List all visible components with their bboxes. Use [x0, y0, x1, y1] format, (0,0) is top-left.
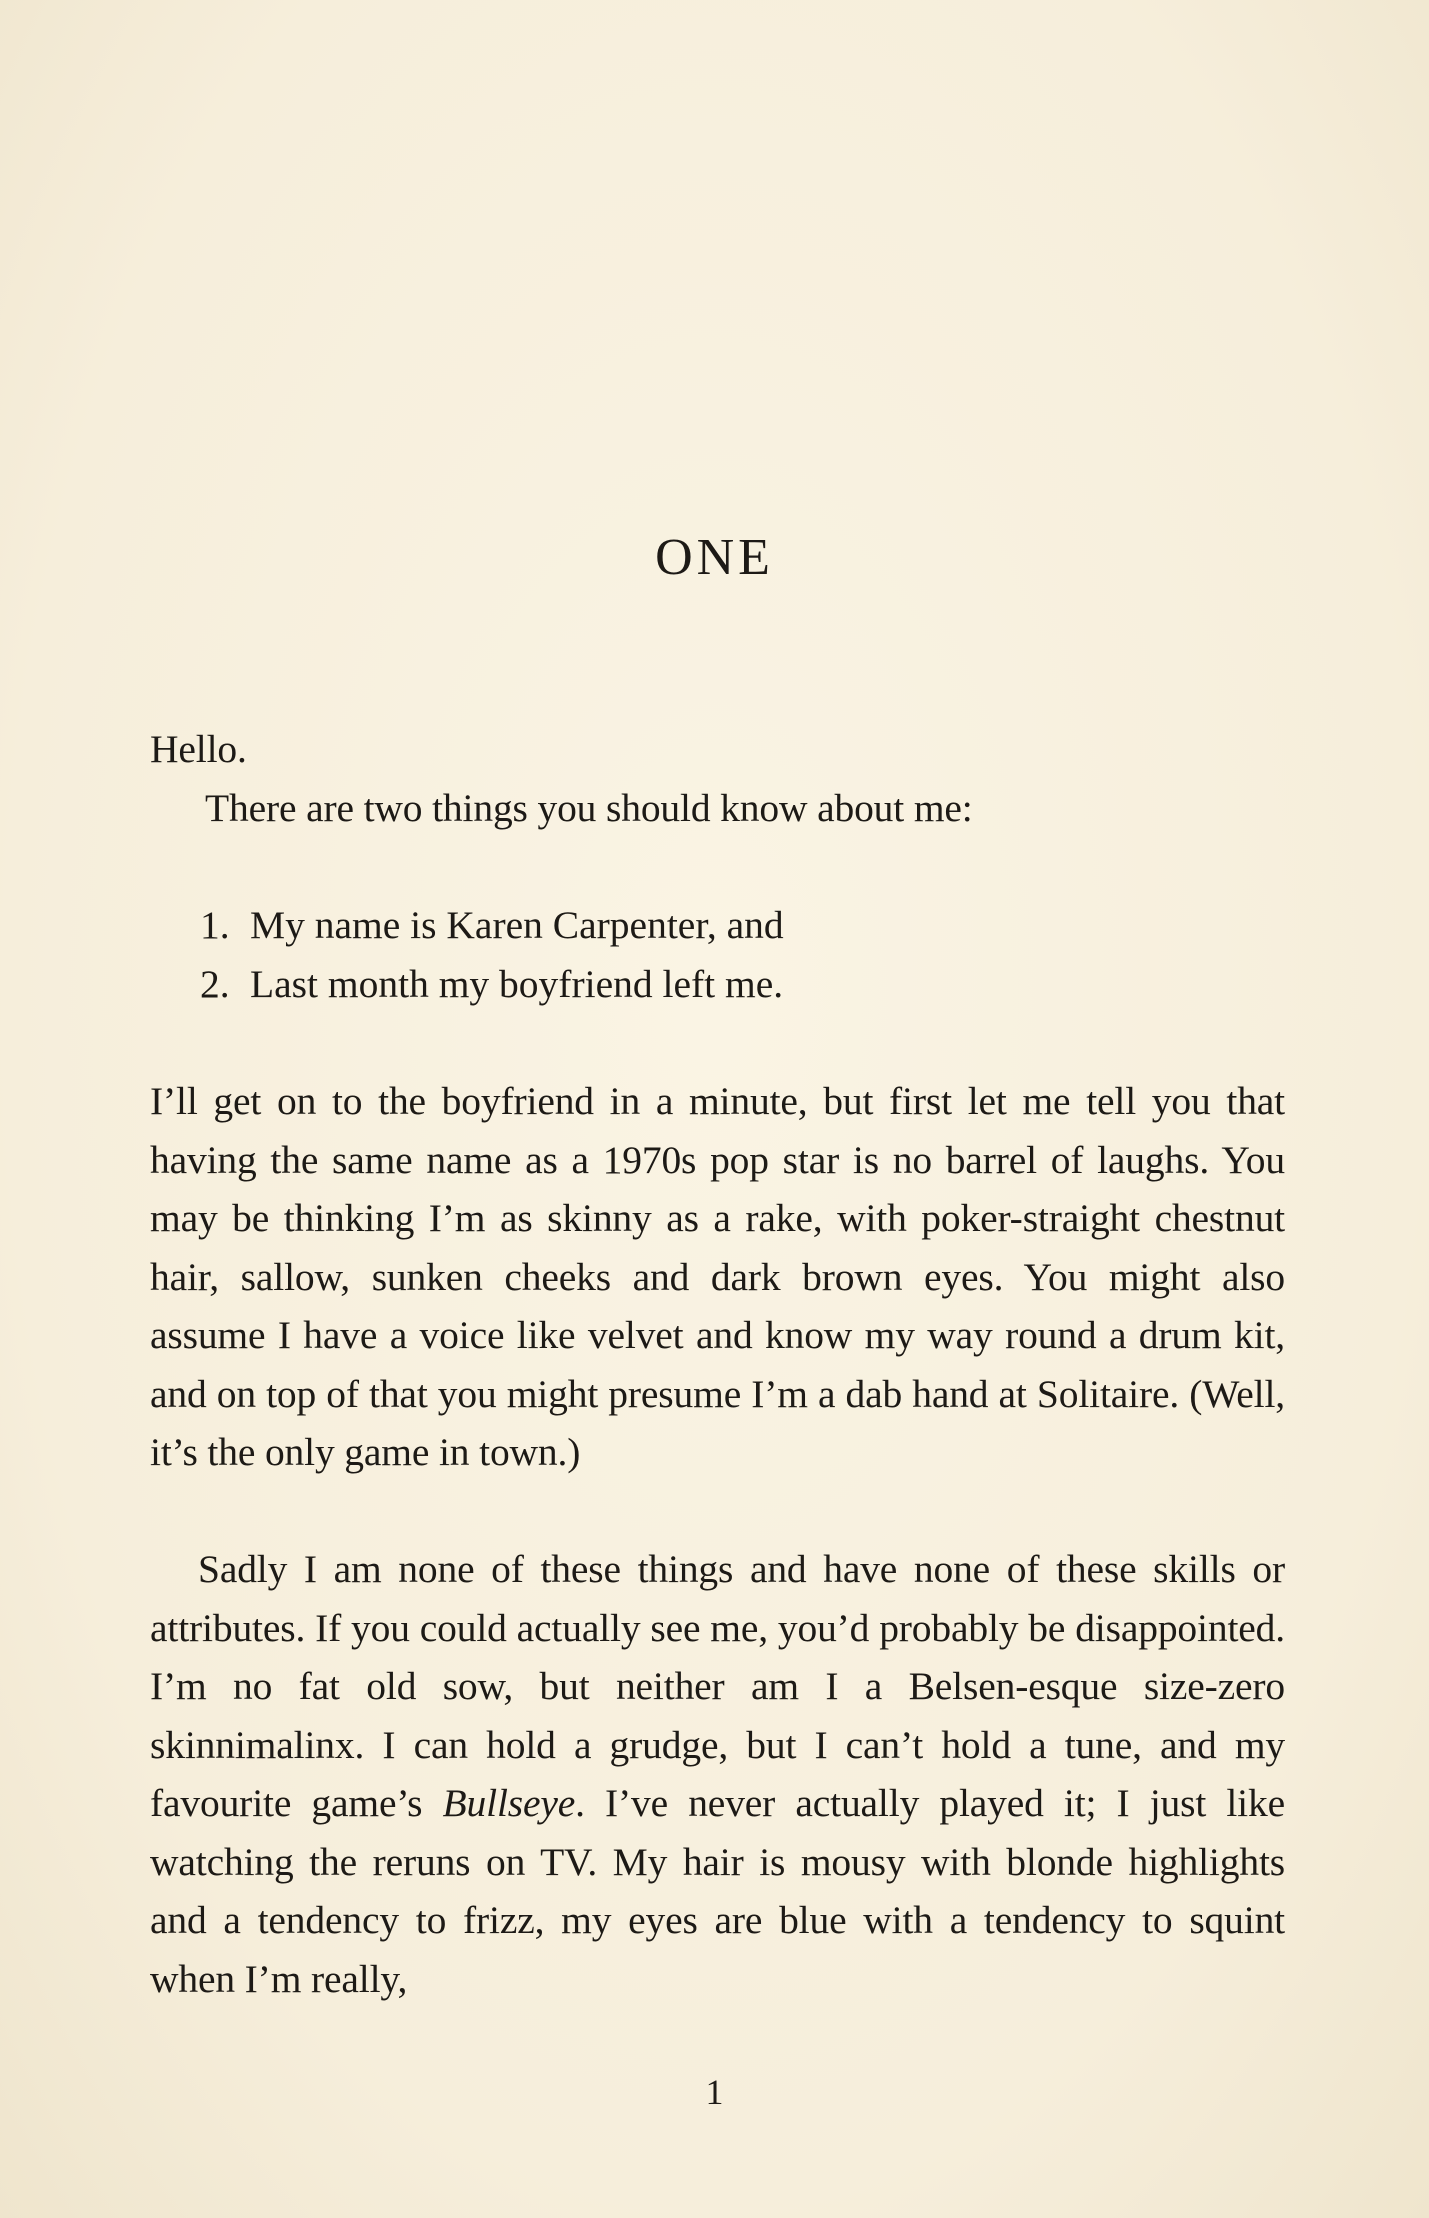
list-text: My name is Karen Carpenter, and [250, 903, 784, 947]
facts-list [200, 896, 784, 1013]
intro-line: There are two things you should know about me: [205, 786, 973, 830]
salutation: Hello. [150, 727, 247, 771]
paragraph-2-text-start: Sadly I am none of these things and have none of these skills or attributes. If you could actually see me, you’d probably be disappointed. I’m no fat old sow, but neither am I a Belsen-esque size-zero skinnimalinx. I can hold a grudge, but I can’t hold a tune, and my favourite game’s [150, 1547, 1285, 1825]
chapter-title: ONE [655, 529, 774, 586]
paragraph-1: I’ll get on to the boyfriend in a minute, but first let me tell you that having the same name as a 1970s pop star is no barrel of laughs. You may be thinking I’m as skinny as a rake, with poker-straight chestnut hair, sallow, sunken cheeks and dark brown eyes. You might also assume I have a voice like velvet and know my way round a drum kit, and on top of that you might presume I’m a dab hand at Solitaire. (Well, it’s the only game in town.) [150, 1079, 1285, 1474]
list-text: Last month my boyfriend left me. [250, 961, 784, 1006]
show-title-italic: Bullseye [442, 1781, 576, 1825]
show-through-header [0, 52, 1429, 84]
paragraph-2-text-end: . I’ve never actually played it; I just like watching the reruns on TV. My hair is mousy with blonde highlights and a tendency to frizz, my eyes are blue with a tendency to squint when I’m really, [150, 1781, 1285, 2001]
paragraph-2 [150, 1540, 1285, 2008]
list-number: 2. [200, 961, 230, 1006]
list-item [200, 955, 784, 1014]
page-number: 1 [705, 2072, 724, 2112]
list-number: 1. [200, 903, 230, 947]
list-item [200, 896, 784, 955]
